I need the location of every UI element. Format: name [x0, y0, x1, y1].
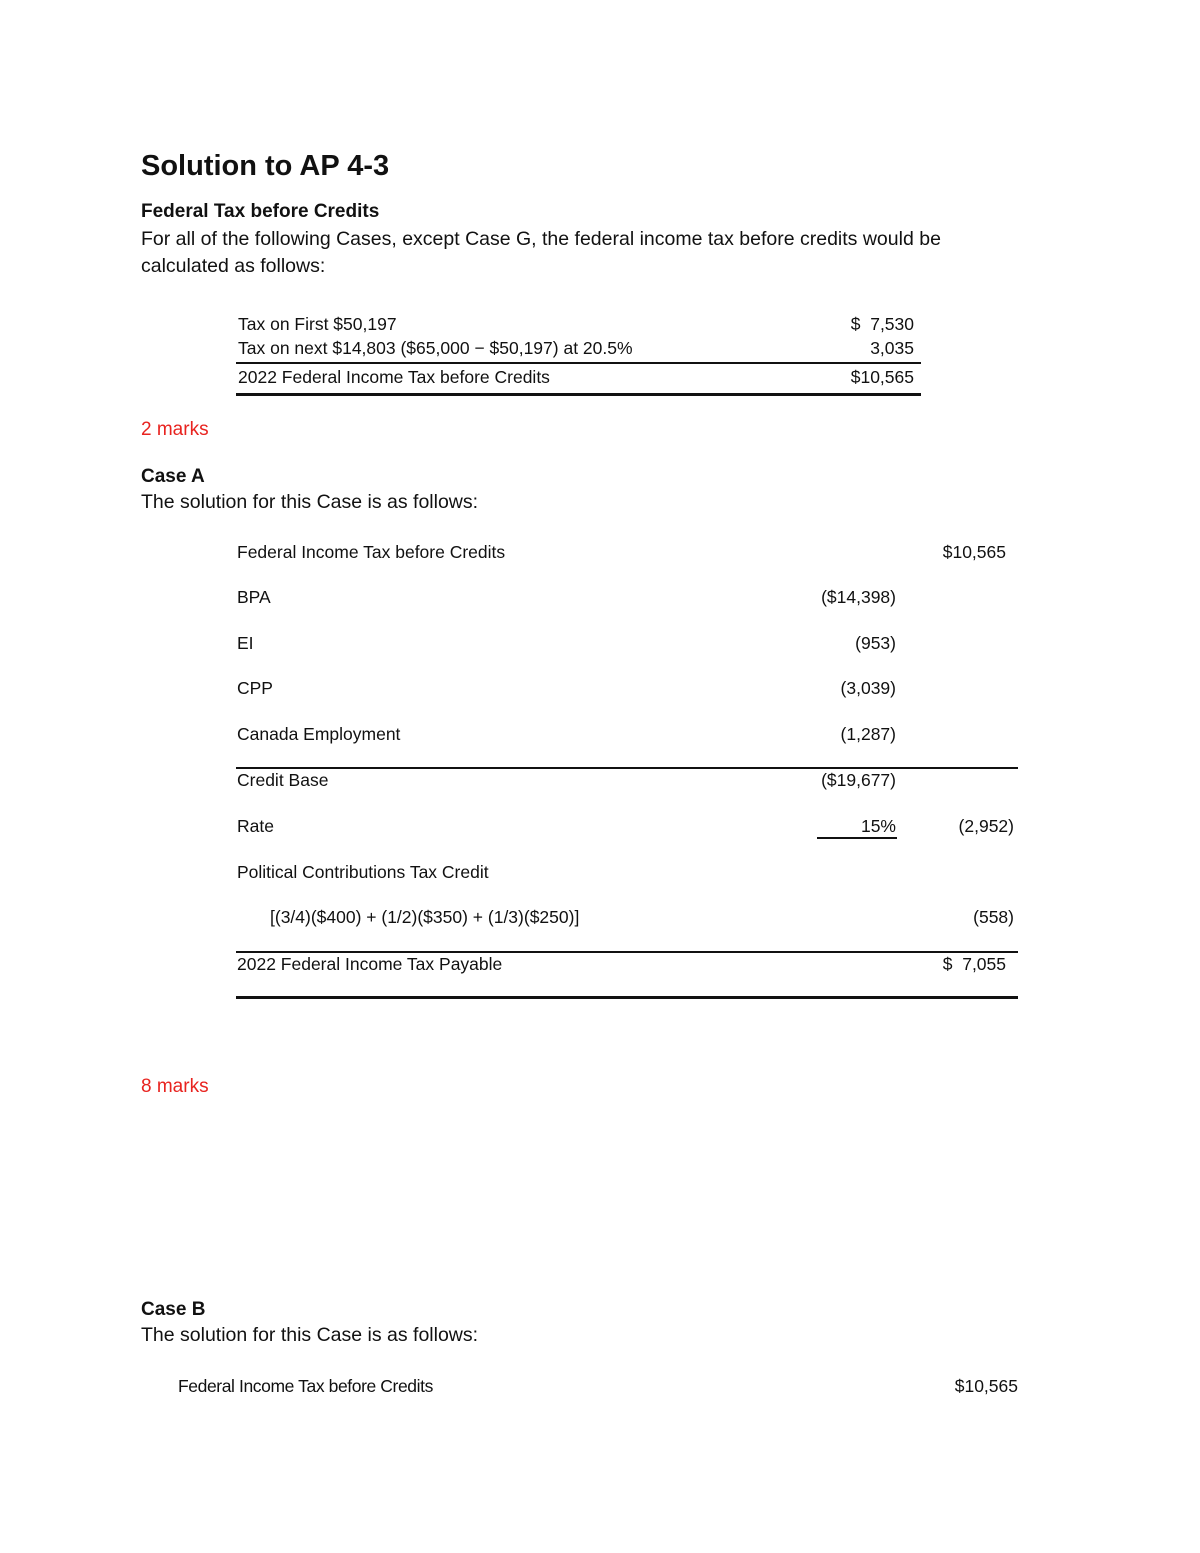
case-a-base-value: ($19,677) — [821, 770, 896, 790]
rule-total — [236, 996, 1018, 999]
case-a-cpp-label: CPP — [237, 678, 273, 698]
rule-divider — [236, 767, 1018, 769]
case-a-ei-value: (953) — [855, 633, 896, 653]
case-a-bpa-value: ($14,398) — [821, 587, 896, 607]
case-a-intro: The solution for this Case is as follows: — [141, 491, 479, 513]
case-a-rate-total: (2,952) — [958, 816, 1014, 836]
federal-total-value: $10,565 — [850, 367, 914, 387]
case-a-ei-label: EI — [237, 633, 254, 653]
case-b-intro: The solution for this Case is as follows: — [141, 1324, 479, 1346]
case-a-heading: Case A — [141, 466, 205, 487]
rule-divider — [236, 951, 1018, 953]
case-a-political-formula: [(3/4)($400) + (1/2)($350) + (1/3)($250)] — [270, 907, 580, 927]
case-a-cpp-value: (3,039) — [840, 678, 896, 698]
rule-divider — [236, 362, 921, 364]
case-a-tax-before-label: Federal Income Tax before Credits — [237, 542, 506, 562]
case-b-tax-before-label: Federal Income Tax before Credits — [178, 1376, 433, 1396]
case-a-ce-value: (1,287) — [840, 724, 896, 744]
rule-total — [236, 393, 921, 396]
case-a-payable-value: $ 7,055 — [942, 954, 1006, 974]
case-a-rate-label: Rate — [237, 816, 274, 836]
federal-total-label: 2022 Federal Income Tax before Credits — [238, 367, 550, 387]
federal-row-label: Tax on First $50,197 — [238, 314, 397, 334]
federal-intro-line-2: calculated as follows: — [141, 255, 326, 277]
federal-marks: 2 marks — [141, 419, 209, 440]
case-a-rate-value: 15% — [860, 816, 896, 836]
case-a-base-label: Credit Base — [237, 770, 329, 790]
case-b-tax-before-value: $10,565 — [954, 1376, 1018, 1396]
case-a-marks: 8 marks — [141, 1076, 209, 1097]
case-a-bpa-label: BPA — [237, 587, 271, 607]
rate-underline — [817, 837, 897, 839]
case-a-ce-label: Canada Employment — [237, 724, 401, 744]
case-a-payable-label: 2022 Federal Income Tax Payable — [237, 954, 503, 974]
case-a-tax-before-value: $10,565 — [942, 542, 1006, 562]
federal-row-label: Tax on next $14,803 ($65,000 − $50,197) at 20.5% — [238, 338, 633, 358]
federal-row-value: 3,035 — [870, 338, 914, 358]
federal-intro-line-1: For all of the following Cases, except Case G, the federal income tax before credits would be — [141, 228, 941, 250]
federal-row-value: $ 7,530 — [850, 314, 914, 334]
page-title: Solution to AP 4-3 — [141, 150, 390, 182]
case-a-political-value: (558) — [973, 907, 1014, 927]
case-b-heading: Case B — [141, 1299, 206, 1320]
federal-heading: Federal Tax before Credits — [141, 201, 380, 222]
case-a-political-label: Political Contributions Tax Credit — [237, 862, 489, 882]
